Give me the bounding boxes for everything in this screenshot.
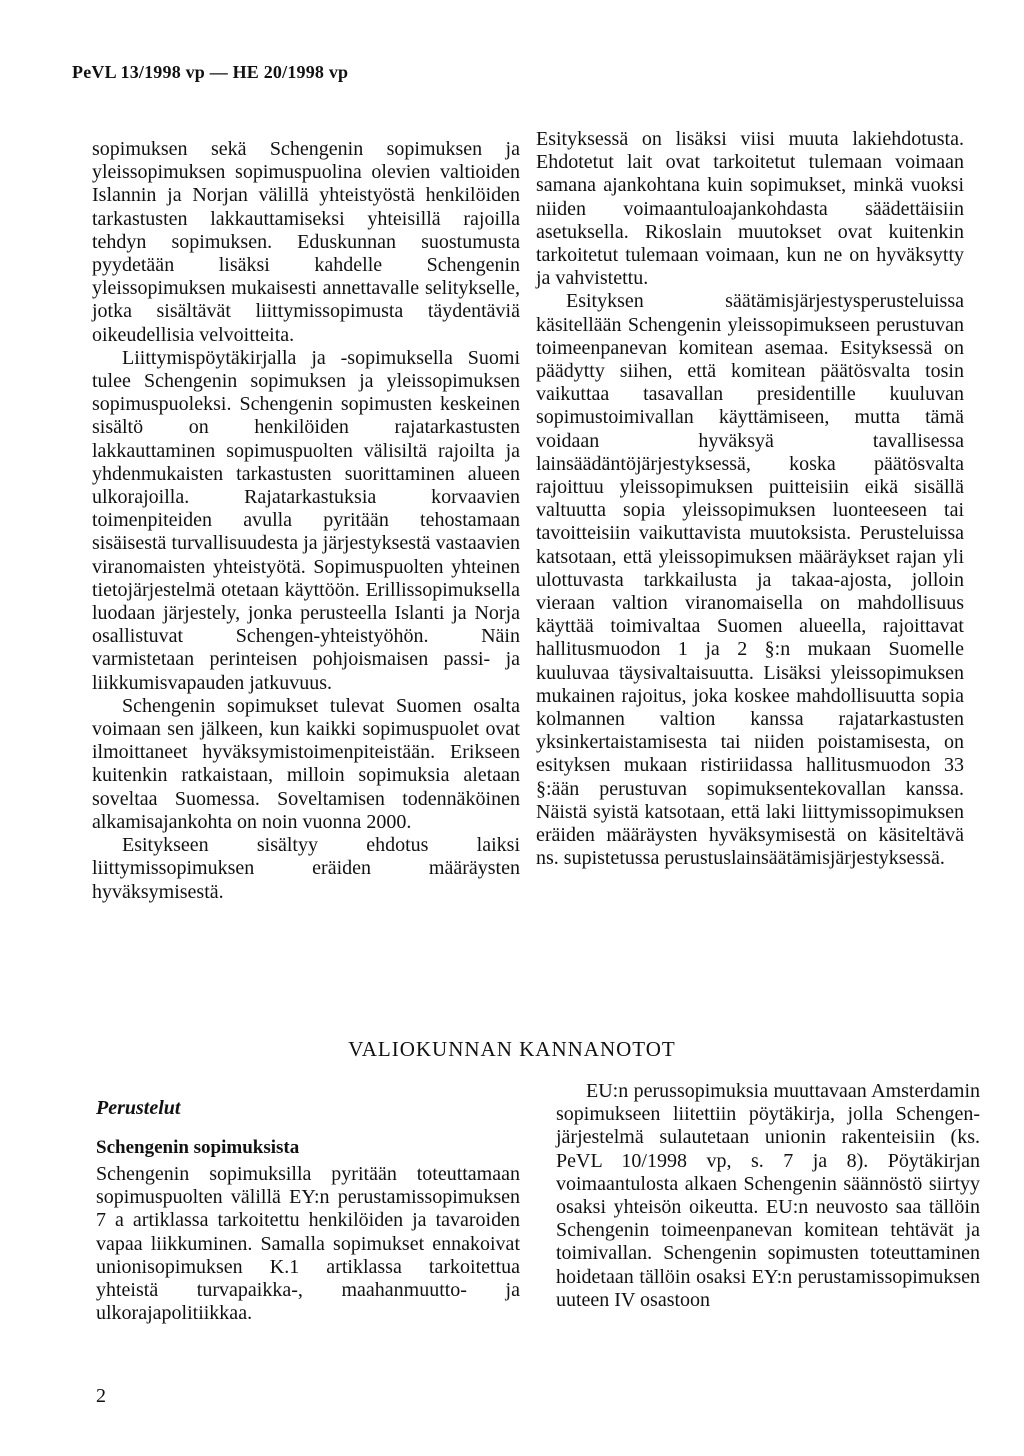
paragraph: EU:n perussopimuksia muuttavaan Amsterdamin sopimukseen liitettiin pöytäkirja, jolla Schengen-järjestelmä sulautetaan unionin rakenteisiin (ks. PeVL 10/1998 vp, s. 7 ja 8). Pöytäkirjan voimaantulosta alkaen Schengenin säännöstö siirtyy osaksi yhteisön oikeutta. EU:n neuvosto saa tällöin Schengenin toimeenpanevan komitean tehtävät ja toimivallan. Schengenin sopimusten toteuttaminen hoidetaan tällöin osaksi EY:n perustamissopimuksen uuteen IV osastoon [556,1080,980,1311]
page-header: PeVL 13/1998 vp — HE 20/1998 vp [72,62,349,82]
left-column-top [92,138,520,904]
paragraph: Esityksessä on lisäksi viisi muuta lakiehdotusta. Ehdotetut lait ovat tarkoitetut tulemaan voimaan samana ajankohtana kuin sopimukset, minkä vuoksi niiden voimaantuloajankohdasta säädettäisiin asetuksella. Rikoslain muutokset ovat kuitenkin tarkoitetut tulemaan voimaan, kun ne on hyväksytty ja vahvistettu. [536,128,964,290]
paragraph: sopimuksen sekä Schengenin sopimuksen ja yleissopimuksen sopimuspuolina olevien valtioiden Islannin ja Norjan välillä yhteistyöstä henkilöiden tarkastusten lakkauttamiseksi yhteisillä rajoilla tehdyn sopimuksen. Eduskunnan suostumusta pyydetään lisäksi kahdelle Schengenin yleissopimuksen mukaisesti annettavalle selitykselle, jotka sisältävät liittymissopimusta täydentäviä oikeudellisia velvoitteita. [92,138,520,346]
right-column-top [536,128,964,871]
paragraph: Schengenin sopimukset tulevat Suomen osalta voimaan sen jälkeen, kun kaikki sopimuspuolet ovat ilmoittaneet hyväksymistoimenpiteistään. Erikseen kuitenkin ratkaistaan, milloin sopimuksia aletaan soveltaa Suomessa. Soveltamisen todennäköinen alkamisajankohta on noin vuonna 2000. [92,694,520,833]
right-column-bottom [556,1080,980,1312]
paragraph: Esityksen säätämisjärjestysperusteluissa käsitellään Schengenin yleissopimukseen perustuvan toimeenpanevan komitean asemaa. Esityksessä on päädytty siihen, että komitean päätösvalta tosin vaikuttaa tasavallan presidentille kuuluvan sopimustoimivallan käyttämiseen, mutta tämä voidaan hyväksyä tavallisessa lainsäädäntöjärjestyksessä, koska päätösvalta rajoittuu yleissopimuksen puitteisiin eikä sisällä valtuutta sopia yleissopimuksen luonteeseen tai tavoitteisiin vaikuttavista muutoksista. Perusteluissa katsotaan, että yleissopimuksen määräykset rajan yli ulottuvasta tarkkailusta ja takaa-ajosta, jolloin vieraan valtion viranomaisella on mahdollisuus käyttää toimivaltaa Suomen alueella, rajoittavat hallitusmuodon 1 ja 2 §:n mukaan Suomelle kuuluvaa täysivaltaisuutta. Lisäksi yleissopimuksen mukainen rajoitus, joka koskee mahdollisuutta sopia kolmannen valtion kanssa rajatarkastusten yksinkertaistamisesta tai niiden poistamisesta, on esityksen mukaan ristiriidassa hallitusmuodon 33 §:ään perustuvan sopimuksentekovallan kanssa. Näistä syistä katsotaan, että laki liittymissopimuksen eräiden määräysten hyväksymisestä on käsiteltävä ns. supistetussa perustuslainsäätämisjärjestyksessä. [536,290,964,870]
paragraph: Liittymispöytäkirjalla ja -sopimuksella Suomi tulee Schengenin sopimuksen ja yleissopimuksen sopimuspuoleksi. Schengenin sopimusten keskeinen sisältö on henkilöiden rajatarkastusten lakkauttaminen sopimuspuolten välisiltä rajoilta ja yhdenmukaisten tarkastusten suorittaminen alueen ulkorajoilla. Rajatarkastuksia korvaavien toimenpiteiden avulla pyritään tehostamaan sisäisestä turvallisuudesta ja järjestyksestä vastaavien viranomaisten yhteistyötä. Sopimuspuolten yhteinen tietojärjestelmä otetaan käyttöön. Erillissopimuksella luodaan järjestely, jonka perusteella Islanti ja Norja osallistuvat Schengen-yhteistyöhön. Näin varmistetaan perinteisen pohjoismaisen passi- ja liikkumisvapauden jatkuvuus. [92,346,520,694]
left-column-bottom [96,1163,520,1325]
section-heading: VALIOKUNNAN KANNANOTOT [348,1037,676,1061]
page-number: 2 [96,1385,106,1407]
paragraph: Schengenin sopimuksilla pyritään toteuttamaan sopimuspuolten välillä EY:n perustamissopimuksen 7 a artiklassa tarkoitettu henkilöiden ja tavaroiden vapaa liikkuminen. Samalla sopimukset ennakoivat unionisopimuksen K.1 artiklassa tarkoitettua yhteistä turvapaikka-, maahanmuutto- ja ulkorajapolitiikkaa. [96,1163,520,1325]
subheading-italic: Perustelut [96,1097,181,1119]
subheading-bold: Schengenin sopimuksista [96,1137,300,1158]
paragraph: Esitykseen sisältyy ehdotus laiksi liittymissopimuksen eräiden määräysten hyväksymisestä. [92,834,520,903]
